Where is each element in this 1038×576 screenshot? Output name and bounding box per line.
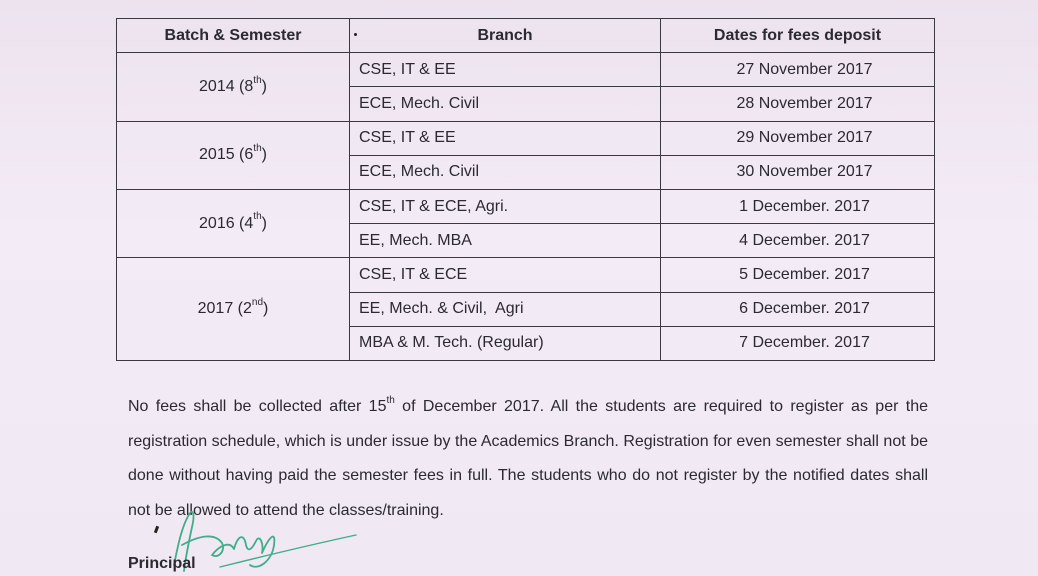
- date-cell: 6 December. 2017: [661, 292, 935, 326]
- branch-cell: EE, Mech. MBA: [350, 224, 661, 258]
- branch-cell: CSE, IT & EE: [350, 121, 661, 155]
- batch-cell: 2016 (4th): [117, 189, 350, 257]
- header-batch-semester: Batch & Semester: [117, 19, 350, 53]
- signatory-label: Principal: [128, 555, 196, 572]
- branch-cell: EE, Mech. & Civil, Agri: [350, 292, 661, 326]
- date-cell: 4 December. 2017: [661, 224, 935, 258]
- branch-cell: ECE, Mech. Civil: [350, 87, 661, 121]
- date-cell: 27 November 2017: [661, 53, 935, 87]
- date-cell: 5 December. 2017: [661, 258, 935, 292]
- batch-cell: 2017 (2nd): [117, 258, 350, 361]
- header-branch: Branch: [350, 19, 661, 53]
- branch-cell: CSE, IT & EE: [350, 53, 661, 87]
- date-cell: 30 November 2017: [661, 155, 935, 189]
- date-cell: 1 December. 2017: [661, 189, 935, 223]
- table-row: [117, 189, 935, 223]
- branch-cell: CSE, IT & ECE, Agri.: [350, 189, 661, 223]
- header-fee-dates: Dates for fees deposit: [661, 19, 935, 53]
- batch-cell: 2014 (8th): [117, 53, 350, 121]
- branch-cell: CSE, IT & ECE: [350, 258, 661, 292]
- date-cell: 7 December. 2017: [661, 326, 935, 360]
- table-row: [117, 258, 935, 292]
- table-row: [117, 121, 935, 155]
- table-row: [117, 53, 935, 87]
- fees-notice-paragraph: No fees shall be collected after 15th of December 2017. All the students are required to register as per the registration schedule, which is under issue by the Academics Branch. Registration for even semester shall not be done without having paid the semester fees in full. The students who do not register by the notified dates shall not be allowed to attend the classes/training.: [128, 394, 929, 520]
- table-header-row: [117, 19, 935, 53]
- batch-cell: 2015 (6th): [117, 121, 350, 189]
- branch-cell: MBA & M. Tech. (Regular): [350, 326, 661, 360]
- fees-schedule-table: [116, 18, 935, 361]
- branch-cell: ECE, Mech. Civil: [350, 155, 661, 189]
- date-cell: 29 November 2017: [661, 121, 935, 155]
- date-cell: 28 November 2017: [661, 87, 935, 121]
